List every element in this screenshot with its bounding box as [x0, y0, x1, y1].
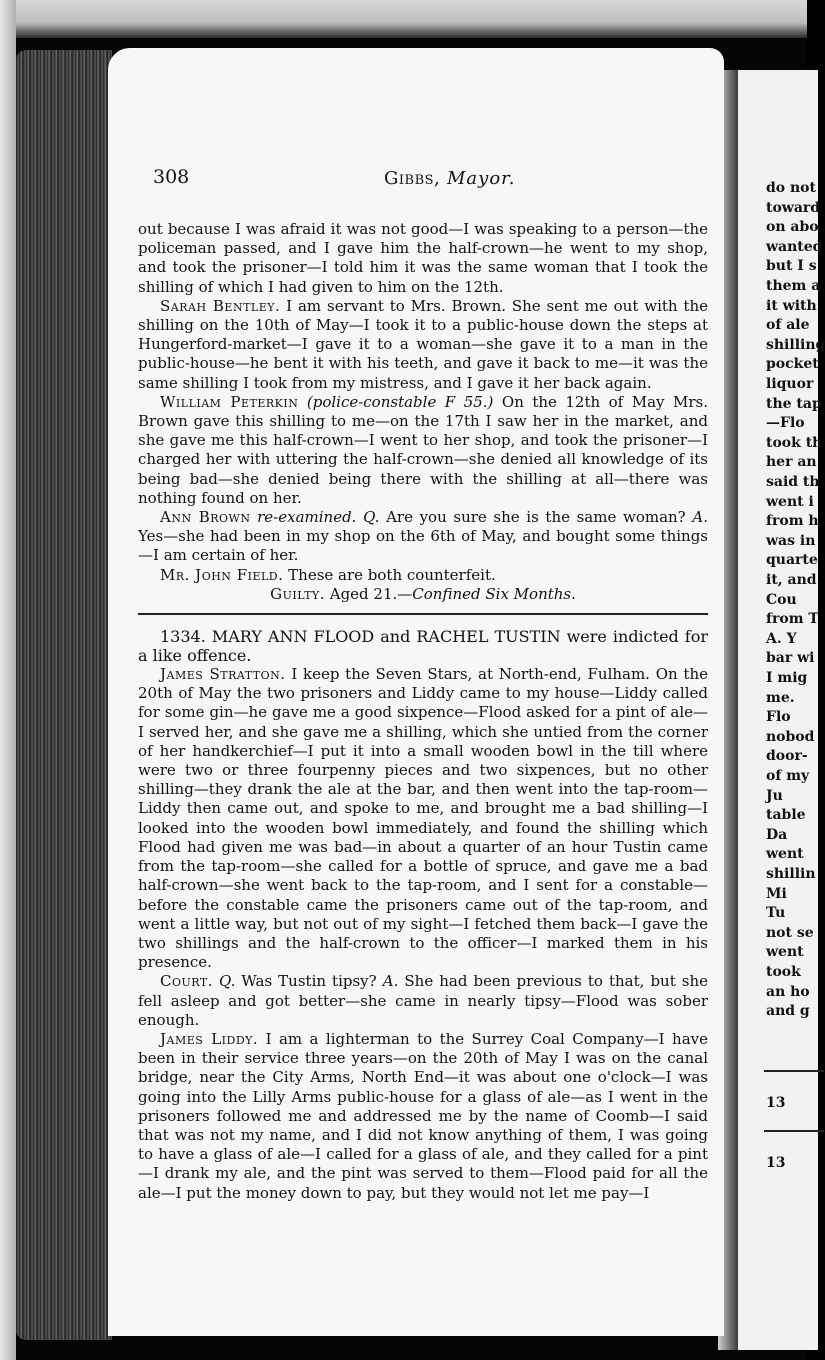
right-page-line: took th: [766, 434, 823, 451]
witness-name: Sarah Bentley.: [160, 296, 281, 315]
running-header: [384, 168, 516, 189]
paragraph-text: I keep the Seven Stars, at North-end, Fulham. On the 20th of May the two prisoners and Liddy came to my house—Liddy called for some gin—he gave me a good sixpence—Flood asked for a pint of ale—I served her, and she gave me a shilling, which she untied from the corner of her handkerchief—I put it into a small wooden bowl in the till where were two or three fourpenny pieces and two sixpences, but no other shilling—they drank the ale at the bar, and then went into the tap-room—Liddy then came out, and spoke to me, and brought me a bad shilling—I looked into the wooden bowl immediately, and found the shilling which Flood had given me was bad—in about a quarter of an hour Tustin came from the tap-room—she called for a bottle of spruce, and gave me a bad half-crown—she went back to the tap-room, and I sent for a constable—before the constable came the prisoners came out of the tap-room, and went a little way, but not out of my sight—I fetched them back—I gave the two shillings and the half-crown to the officer—I marked them in his presence.: [138, 665, 708, 972]
verdict: [138, 585, 708, 604]
right-page-line: an ho: [766, 983, 810, 1000]
book-page-edges: [16, 50, 112, 1340]
case-divider: [138, 613, 708, 615]
paragraph: [138, 1030, 708, 1203]
paragraph: [138, 566, 708, 585]
right-page-rule: [764, 1070, 824, 1072]
verdict-text: Aged 21.—: [329, 584, 413, 603]
right-page-line: her an: [766, 454, 817, 471]
witness-note: re-examined.: [257, 508, 357, 527]
right-page-line: not se: [766, 924, 814, 941]
right-page-line: and g: [766, 1003, 810, 1020]
paragraph: [138, 297, 708, 393]
right-page-line: of my: [766, 768, 810, 784]
paragraph-text: I am servant to Mrs. Brown. She sent me out with the shilling on the 10th of May—I took it to a public-house down the steps at Hungerford-market—I gave it to a woman—she gave it to a man in the public-house—he bent it with his teeth, and gave it back to me—it was the same shilling I took from my mistress, and I gave it her back again.: [138, 296, 708, 392]
page-number: 308: [153, 166, 190, 188]
witness-note: (police-constable F 55.): [306, 392, 494, 411]
right-page-line: went i: [766, 493, 814, 510]
witness-name: Court.: [160, 972, 213, 991]
right-page-line: shillin: [766, 866, 816, 882]
page-header: [108, 166, 724, 196]
right-page-line: quarte: [766, 552, 818, 569]
question-text: Was Tustin tipsy?: [241, 972, 377, 991]
right-page-line: it with: [766, 297, 817, 314]
paragraph: [138, 220, 708, 297]
right-page-line: I mig: [766, 670, 808, 686]
right-page-line: went: [766, 846, 804, 863]
right-page-line: but I s: [766, 258, 817, 275]
scan-left-border: [0, 0, 16, 1360]
right-page-line: from T: [766, 611, 819, 628]
page-body: [138, 220, 708, 1203]
right-page-line: Ju: [766, 787, 783, 804]
right-page-line: A. Y: [766, 630, 797, 647]
right-page-line: went: [766, 944, 804, 961]
paragraph: [138, 972, 708, 1030]
right-page-line: door-: [766, 748, 808, 765]
right-page-line: said th: [766, 474, 820, 490]
witness-name: James Stratton.: [160, 665, 286, 684]
right-page-fragment: [738, 70, 825, 1350]
question-marker: Q.: [363, 508, 380, 527]
witness-name: James Liddy.: [160, 1029, 259, 1048]
question-marker: Q.: [219, 972, 236, 991]
paragraph: [138, 508, 708, 566]
right-page-line: it, and: [766, 572, 817, 588]
right-page-line: pocket: [766, 356, 819, 373]
question-text: Are you sure she is the same woman?: [386, 508, 686, 527]
running-name: Gibbs,: [384, 168, 441, 189]
left-page: [108, 48, 724, 1336]
right-page-line: them a: [766, 278, 821, 294]
right-page-line: bar wi: [766, 650, 815, 667]
answer-text: She had been previous to that, but she fell asleep and got better—she came in nearly tipsy—Flood was sober enough.: [138, 972, 708, 1029]
right-page-line: —Flo: [766, 415, 805, 432]
right-page-line: Cou: [766, 591, 797, 608]
paragraph-text: These are both counterfeit.: [288, 565, 496, 584]
right-page-line: took: [766, 964, 801, 980]
right-page-line: toward: [766, 199, 821, 216]
paragraph-text: On the 12th of May Mrs. Brown gave this shilling to me—on the 17th I saw her in the market, and she gave me this half-crown—I went to her shop, and took the prisoner—I charged her with uttering the half-crown—she denied all knowledge of its being bad—she denied being there with the shilling at all—there was nothing found on her.: [138, 392, 708, 507]
right-page-line: table: [766, 807, 806, 824]
right-page-line: 13: [766, 1095, 786, 1111]
witness-name: Mr. John Field.: [160, 565, 284, 584]
right-page-line: me.: [766, 689, 795, 706]
right-page-line: Tu: [766, 905, 786, 922]
answer-marker: A.: [382, 972, 399, 991]
witness-name: William Peterkin: [160, 392, 299, 411]
right-page-line: was in: [766, 532, 816, 549]
paragraph-text: out because I was afraid it was not good—I was speaking to a person—the policeman passed, and I gave him the half-crown—he went to my shop, and took the prisoner—I told him it was the same woman that I took the shilling of which I had given to him on the 12th.: [138, 220, 708, 296]
right-page-line: shilling: [766, 336, 825, 353]
right-page-line: Flo: [766, 709, 791, 726]
case-heading: [138, 627, 708, 665]
case-number: 1334.: [160, 627, 206, 647]
answer-text: Yes—she had been in my shop on the 6th of May, and bought some things—I am certain of her.: [138, 527, 708, 565]
right-page-rule: [764, 1130, 824, 1132]
right-page-line: Da: [766, 826, 788, 843]
case-text: MARY ANN FLOOD and RACHEL TUSTIN were indicted for a like offence.: [138, 627, 708, 666]
right-page-line: the tap: [766, 395, 822, 412]
right-page-line: liquor: [766, 376, 814, 392]
right-page-line: Mi: [766, 885, 787, 902]
right-page-line: 13: [766, 1155, 786, 1171]
paragraph-text: I am a lighterman to the Surrey Coal Company—I have been in their service three years—on the 20th of May I was on the canal bridge, near the City Arms, North End—it was about one o'clock—I was going into the Lilly Arms public-house for a glass of ale—as I went in the prisoners followed me and addressed me by the name of Coomb—I said that was not my name, and I did not know anything of them, I was going to have a glass of ale—I called for a glass of ale, and they called for a pint—I drank my ale, and the pint was served to them—Flood paid for all the ale—I put the money down to pay, but they would not let me pay—I: [138, 1029, 708, 1202]
witness-name: Ann Brown: [160, 508, 251, 527]
running-title: Mayor.: [446, 168, 516, 189]
verdict-label: Guilty.: [270, 584, 325, 603]
right-page-line: from h: [766, 513, 819, 530]
right-page-line: of ale: [766, 317, 810, 334]
paragraph: [138, 665, 708, 972]
answer-marker: A.: [692, 508, 708, 527]
right-page-line: do not: [766, 180, 816, 196]
right-page-line: nobod: [766, 728, 815, 745]
scan-top-border: [0, 0, 807, 38]
sentence: Confined Six Months.: [412, 584, 576, 603]
right-page-line: on abo: [766, 219, 819, 236]
right-page-line: wanted: [766, 238, 823, 255]
paragraph: [138, 393, 708, 508]
